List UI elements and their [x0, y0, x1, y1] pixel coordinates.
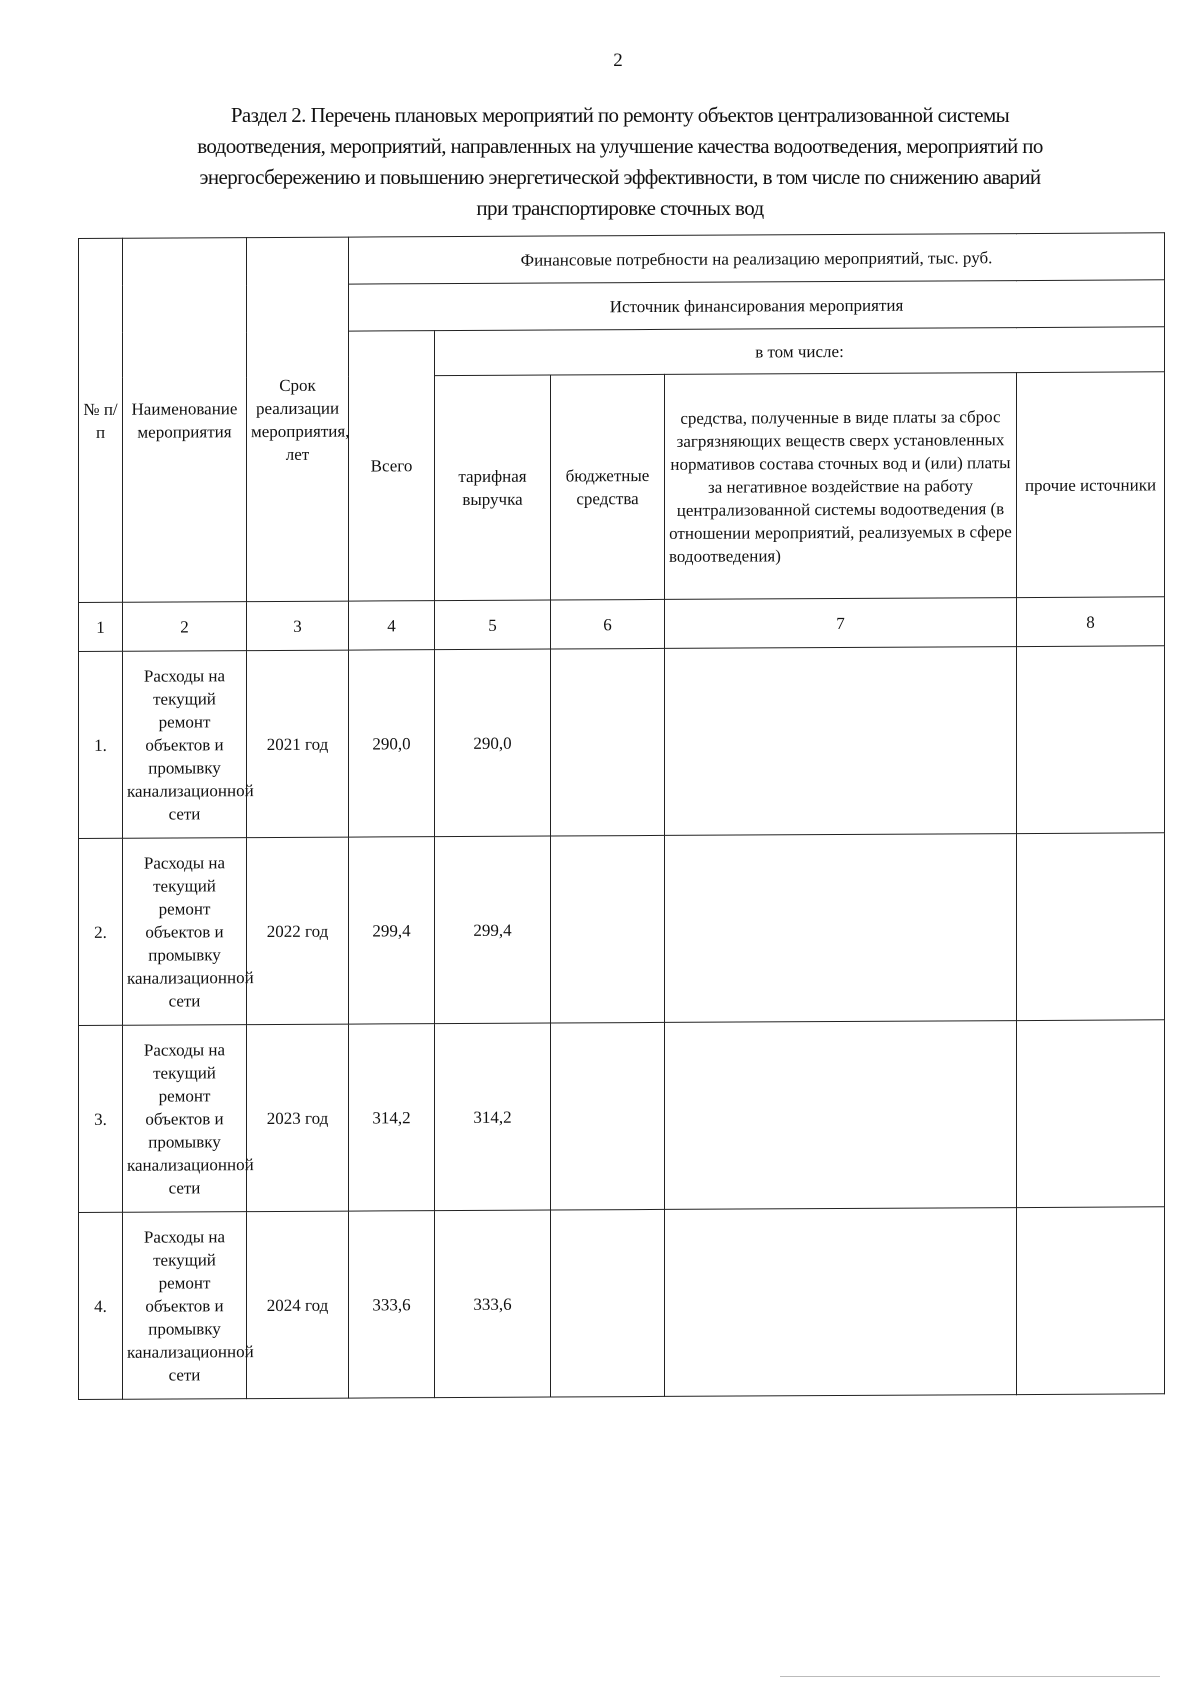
- row-name: Расходы на текущий ремонт объектов и промывку канализационной сети: [123, 838, 247, 1026]
- table-row: [79, 833, 1165, 1026]
- row-total: 314,2: [349, 1024, 435, 1211]
- row-fees: [665, 1208, 1017, 1397]
- row-num: 3.: [79, 1025, 123, 1212]
- row-num: 2.: [79, 838, 123, 1025]
- header-including: в том числе:: [435, 327, 1165, 376]
- column-number: 7: [665, 598, 1017, 649]
- scan-edge-line: [780, 1676, 1160, 1677]
- row-budget: [551, 1209, 665, 1397]
- header-funding-source: Источник финансирования мероприятия: [349, 280, 1165, 331]
- row-term: 2022 год: [247, 837, 349, 1025]
- row-fees: [665, 647, 1017, 836]
- header-num: № п/п: [79, 238, 123, 602]
- header-fees: средства, полученные в виде платы за сброс загрязняющих веществ сверх установленных нормативов состава сточных вод и (или) платы за негативное воздействие на работу централизованной системы водоотведения (в отношении мероприятий, реализуемых в сфере водоотведения): [665, 373, 1017, 600]
- column-number: 8: [1017, 597, 1165, 647]
- header-financial-needs: Финансовые потребности на реализацию мероприятий, тыс. руб.: [349, 233, 1165, 284]
- row-budget: [551, 835, 665, 1023]
- row-fees: [665, 834, 1017, 1023]
- row-term: 2024 год: [247, 1211, 349, 1399]
- header-other: прочие источники: [1017, 372, 1165, 598]
- column-number: 5: [435, 600, 551, 650]
- column-number: 1: [79, 602, 123, 651]
- row-tariff: 290,0: [435, 649, 551, 837]
- page-number: 2: [613, 50, 623, 71]
- row-tariff: 314,2: [435, 1023, 551, 1211]
- row-fees: [665, 1021, 1017, 1210]
- row-other: [1017, 833, 1165, 1021]
- row-term: 2021 год: [247, 650, 349, 838]
- section-title-line: при транспортировке сточных вод: [476, 196, 764, 220]
- column-number: 6: [551, 599, 665, 649]
- column-number: 4: [349, 601, 435, 650]
- measures-table: [78, 232, 1165, 1400]
- row-total: 333,6: [349, 1211, 435, 1398]
- table-row: [79, 646, 1165, 839]
- row-other: [1017, 1207, 1165, 1395]
- section-title-line: энергосбережению и повышению энергетической эффективности, в том числе по снижению аварий: [199, 165, 1041, 189]
- row-num: 1.: [79, 651, 123, 838]
- header-term: Срок реализации мероприятия, лет: [247, 237, 349, 602]
- header-tariff: тарифная выручка: [435, 375, 551, 601]
- row-name: Расходы на текущий ремонт объектов и промывку канализационной сети: [123, 1025, 247, 1213]
- row-budget: [551, 1022, 665, 1210]
- header-budget: бюджетные средства: [551, 374, 665, 600]
- row-term: 2023 год: [247, 1024, 349, 1212]
- section-title: [140, 100, 1100, 224]
- table-row: [79, 1020, 1165, 1213]
- row-other: [1017, 646, 1165, 834]
- row-name: Расходы на текущий ремонт объектов и промывку канализационной сети: [123, 1212, 247, 1400]
- section-title-line: Раздел 2. Перечень плановых мероприятий по ремонту объектов централизованной системы: [230, 103, 1010, 127]
- row-name: Расходы на текущий ремонт объектов и промывку канализационной сети: [123, 651, 247, 839]
- header-total: Всего: [349, 331, 435, 601]
- header-name: Наименование мероприятия: [123, 238, 247, 603]
- row-num: 4.: [79, 1212, 123, 1399]
- section-title-line: водоотведения, мероприятий, направленных на улучшение качества водоотведения, мероприятий по: [197, 134, 1043, 158]
- row-budget: [551, 648, 665, 836]
- row-other: [1017, 1020, 1165, 1208]
- column-number: 3: [247, 601, 349, 651]
- row-tariff: 299,4: [435, 836, 551, 1024]
- row-total: 290,0: [349, 650, 435, 837]
- column-number: 2: [123, 602, 247, 652]
- row-total: 299,4: [349, 837, 435, 1024]
- row-tariff: 333,6: [435, 1210, 551, 1398]
- table-row: [79, 1207, 1165, 1400]
